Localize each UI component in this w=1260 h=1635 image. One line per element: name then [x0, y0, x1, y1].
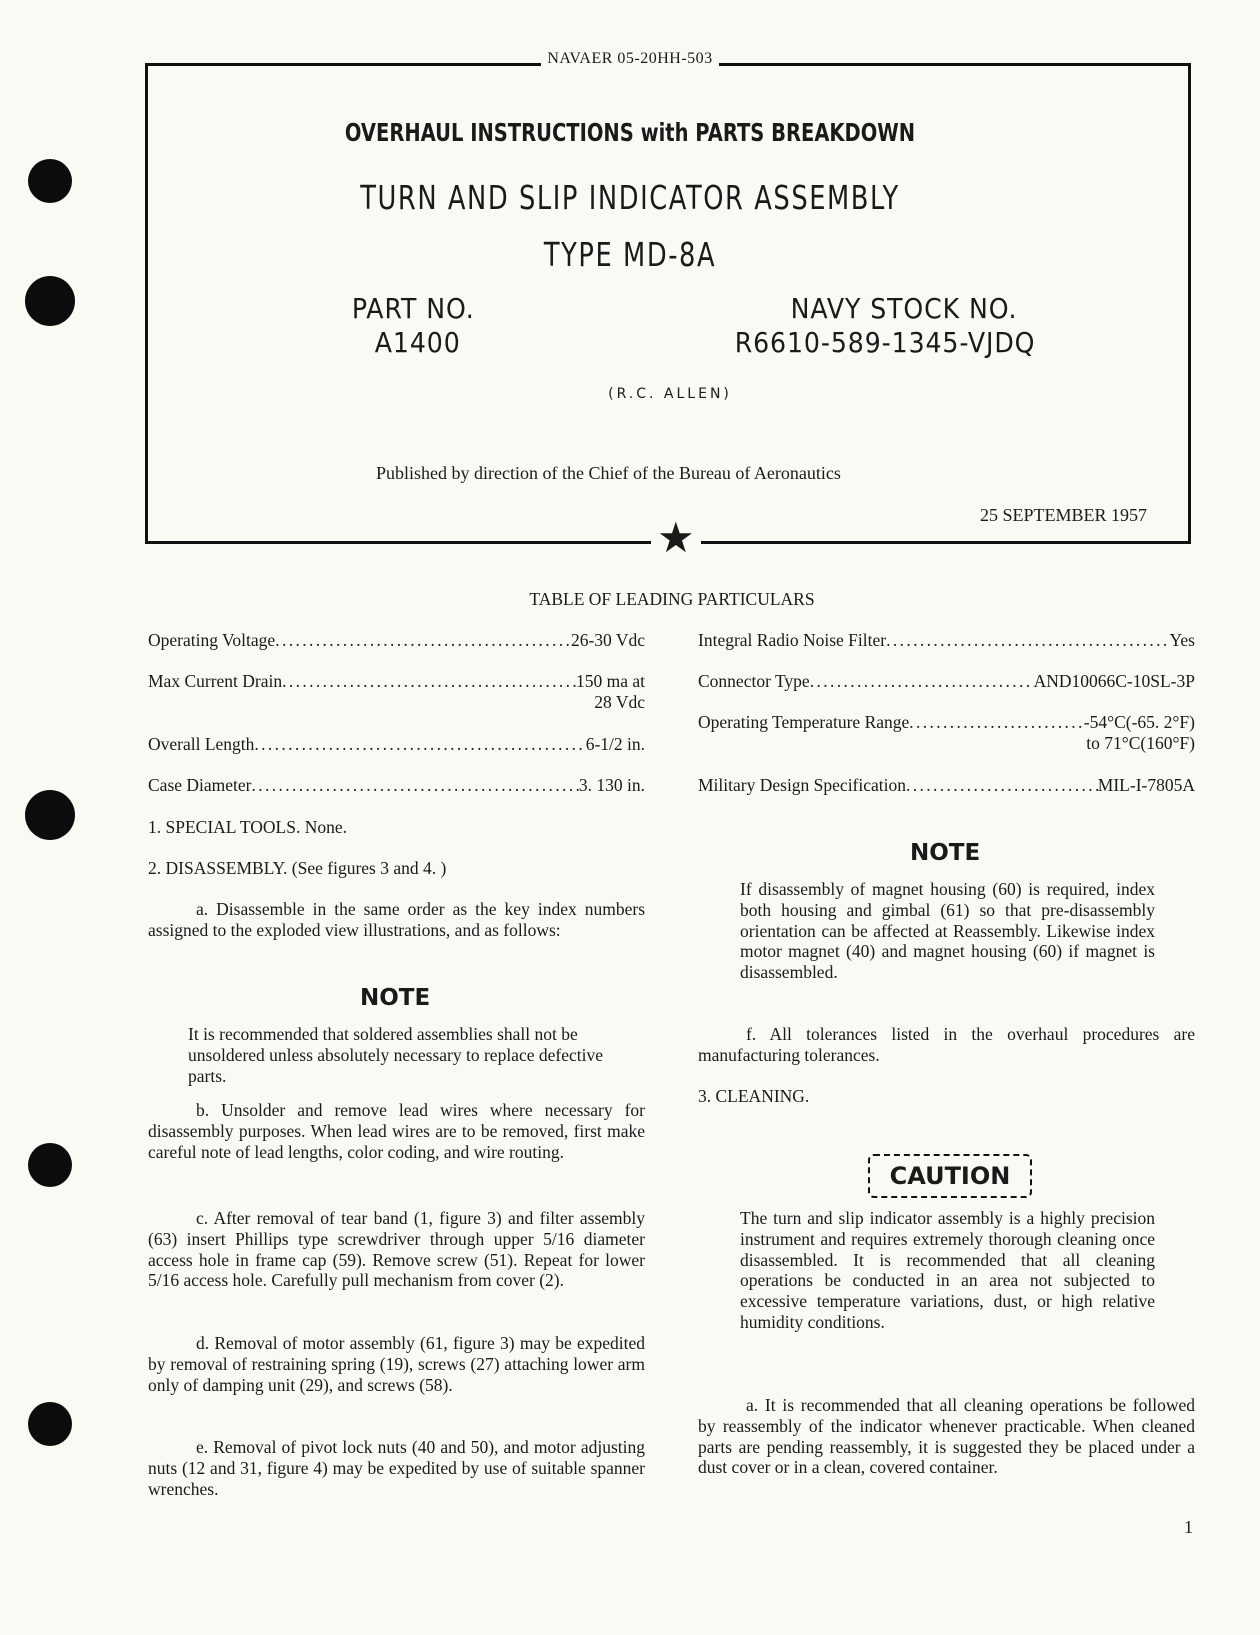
- section-cleaning: 3. CLEANING.: [698, 1086, 810, 1106]
- binder-hole: [25, 790, 75, 840]
- paragraph-b: b. Unsolder and remove lead wires where necessary for disassembly purposes. When lead wires are to be removed, first make careful note of lead lengths, color coding, and wire routing.: [148, 1100, 645, 1162]
- paragraph-f: f. All tolerances listed in the overhaul procedures are manufacturing tolerances.: [698, 1024, 1195, 1065]
- note-text: If disassembly of magnet housing (60) is required, index both housing and gimbal (61) so that pre-disassembly orientation can be affected at Reassembly. Likewise index motor magnet (40) and magnet housing (60) if magnet is disassembled.: [740, 879, 1155, 983]
- part-label: PART NO.: [351, 292, 475, 325]
- paragraph-d: d. Removal of motor assembly (61, figure 3) may be expedited by removal of restraining spring (19), screws (27) attaching lower arm only of damping unit (29), and screws (58).: [148, 1333, 645, 1395]
- binder-hole: [28, 1143, 72, 1187]
- note-heading: NOTE: [360, 985, 431, 1011]
- stock-label: NAVY STOCK NO.: [790, 292, 1018, 325]
- binder-hole: [28, 159, 72, 203]
- binder-hole: [25, 276, 75, 326]
- paragraph-cleaning-a: a. It is recommended that all cleaning operations be followed by reassembly of the indicator whenever practicable. When cleaned parts are pending reassembly, it is suggested they be placed under a dust cover or in a clean, covered container.: [698, 1395, 1195, 1478]
- particulars-heading: TABLE OF LEADING PARTICULARS: [529, 589, 815, 609]
- paragraph-a: a. Disassemble in the same order as the key index numbers assigned to the exploded view illustrations, and as follows:: [148, 899, 645, 940]
- particular-row: Operating Temperature Range . . . -54°C(-65. 2°F): [698, 712, 1195, 733]
- manufacturer: (R.C. ALLEN): [608, 386, 732, 402]
- particular-value-cont: to 71°C(160°F): [1086, 733, 1195, 753]
- particular-row: Connector Type . . . AND10066C-10SL-3P: [698, 671, 1195, 692]
- particular-row: Integral Radio Noise Filter . . . Yes: [698, 630, 1195, 651]
- doc-number: NAVAER 05-20HH-503: [0, 50, 1260, 68]
- caution-text: The turn and slip indicator assembly is a highly precision instrument and requires extremely thorough cleaning once disassembled. It is recommended that all cleaning operations be conducted in an area not subjected to excessive temperature variations, dust, or high relative humidity conditions.: [740, 1208, 1155, 1332]
- document-title: TURN AND SLIP INDICATOR ASSEMBLY: [360, 178, 900, 217]
- particular-row: Military Design Specification . . . MIL-I-7805A: [698, 775, 1195, 796]
- binder-hole: [28, 1402, 72, 1446]
- publication-date: 25 SEPTEMBER 1957: [980, 505, 1148, 525]
- particular-row: Max Current Drain . . . 150 ma at: [148, 671, 645, 692]
- particular-row: Case Diameter . . . 3. 130 in.: [148, 775, 645, 796]
- stock-value: R6610-589-1345-VJDQ: [734, 326, 1036, 359]
- note-text: It is recommended that soldered assemblies shall not be unsoldered unless absolutely necessary to replace defective parts.: [188, 1024, 603, 1086]
- section-special-tools: 1. SPECIAL TOOLS. None.: [148, 817, 347, 837]
- section-disassembly: 2. DISASSEMBLY. (See figures 3 and 4. ): [148, 858, 447, 878]
- published-by: Published by direction of the Chief of the Bureau of Aeronautics: [376, 463, 841, 483]
- particular-value-cont: 28 Vdc: [594, 692, 645, 712]
- series-title: OVERHAUL INSTRUCTIONS with PARTS BREAKDOWN: [344, 118, 916, 147]
- particular-row: Overall Length . . . 6-1/2 in.: [148, 734, 645, 755]
- type-title: TYPE MD-8A: [543, 235, 717, 274]
- star-icon: ★: [651, 518, 701, 560]
- paragraph-e: e. Removal of pivot lock nuts (40 and 50), and motor adjusting nuts (12 and 31, figure 4) may be expedited by use of suitable spanner wrenches.: [148, 1437, 645, 1499]
- part-value: A1400: [374, 326, 461, 359]
- page-number: 1: [1184, 1517, 1193, 1537]
- particular-row: Operating Voltage . . . 26-30 Vdc: [148, 630, 645, 651]
- caution-banner: CAUTION: [868, 1154, 1032, 1198]
- note-heading: NOTE: [910, 840, 981, 866]
- paragraph-c: c. After removal of tear band (1, figure 3) and filter assembly (63) insert Phillips type screwdriver through upper 5/16 diameter access hole in frame cap (59). Remove screw (51). Repeat for lower 5/16 access hole. Carefully pull mechanism from cover (2).: [148, 1208, 645, 1291]
